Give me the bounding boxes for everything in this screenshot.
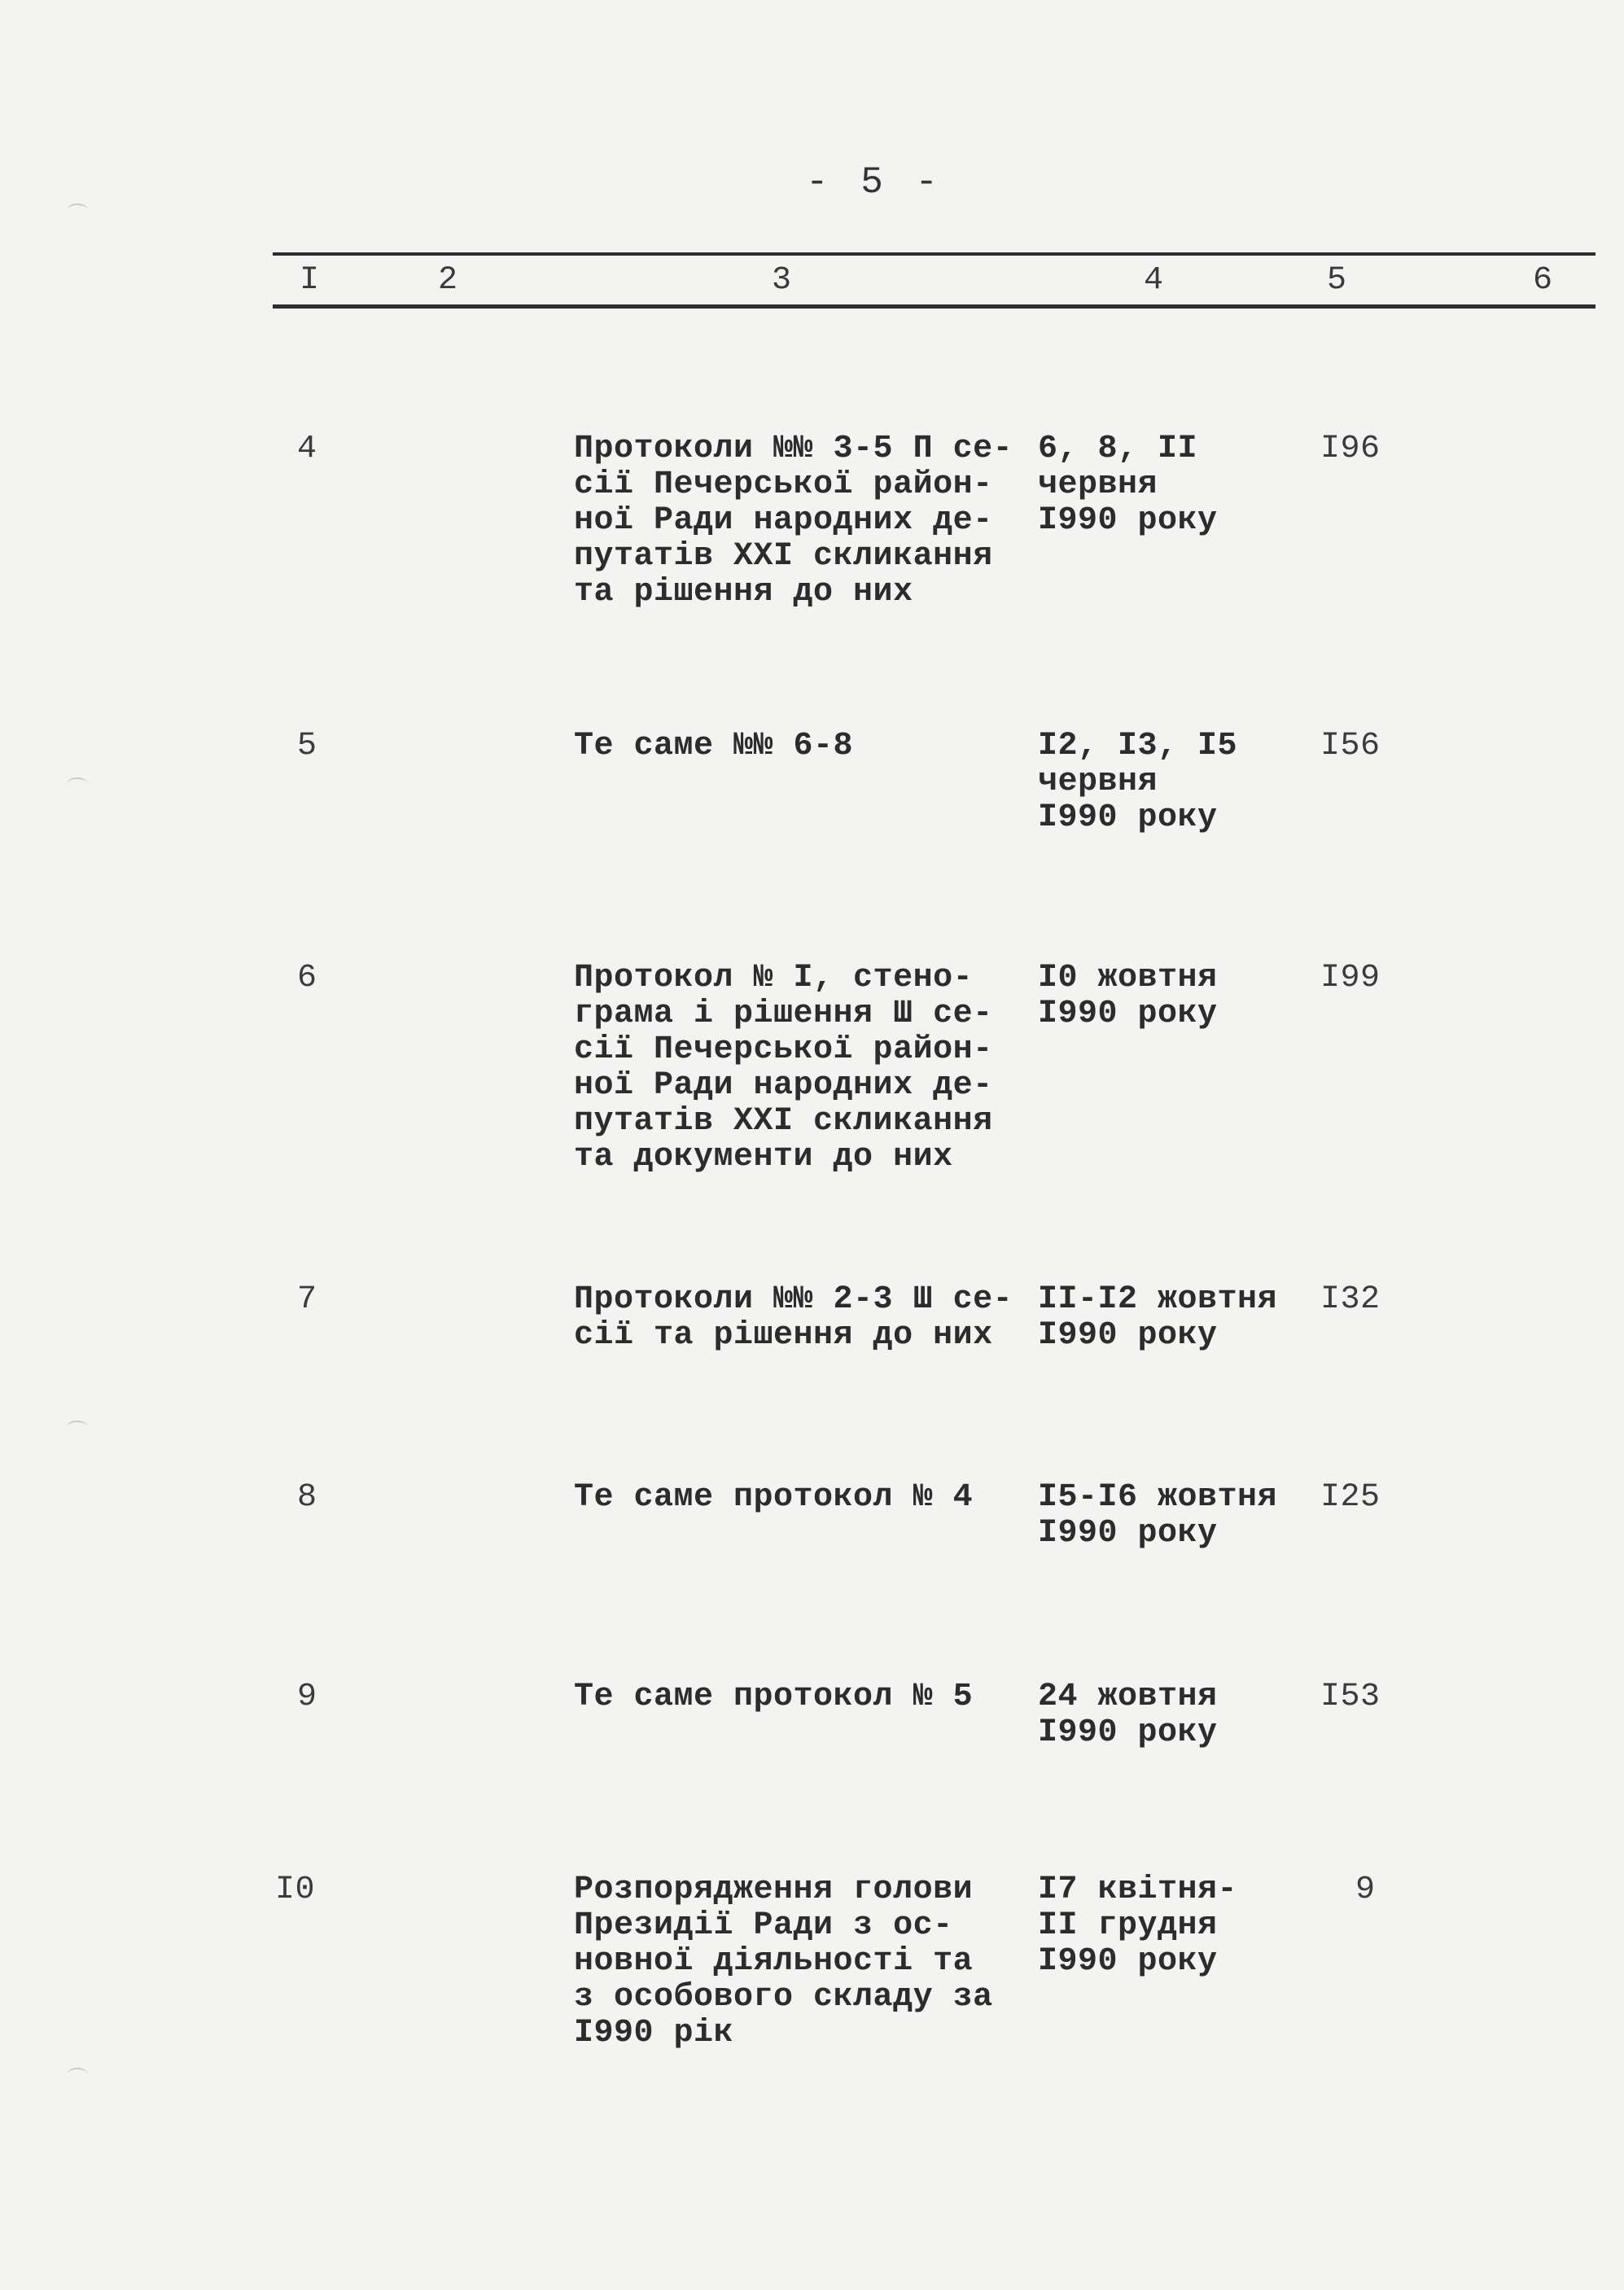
- column-header-1: I: [300, 262, 320, 299]
- punch-hole-mark: [67, 1421, 88, 1434]
- row-number: 7: [297, 1281, 317, 1318]
- page-number: - 5 -: [806, 161, 943, 204]
- punch-hole-mark: [67, 204, 88, 217]
- column-header-5: 5: [1327, 262, 1347, 299]
- row-number: I0: [275, 1872, 316, 1908]
- row-title: Те саме №№ 6-8: [574, 728, 854, 764]
- row-title: Те саме протокол № 5: [574, 1679, 974, 1715]
- row-sheets: I96: [1320, 431, 1381, 467]
- row-title: Протокол № I, стено- грама і рішення Ш се- сії Печерської район- ної Ради народних де- путатів XXI скликання та документи до них: [574, 960, 993, 1176]
- row-number: 4: [297, 431, 317, 467]
- column-header-2: 2: [438, 262, 458, 299]
- row-title: Розпорядження голови Президії Ради з ос- новної діяльності та з особового складу за I990 рік: [574, 1872, 993, 2051]
- row-sheets: I53: [1320, 1679, 1381, 1715]
- row-sheets: I56: [1320, 728, 1381, 764]
- row-date: 24 жовтня I990 року: [1038, 1679, 1218, 1751]
- column-header-4: 4: [1144, 262, 1164, 299]
- row-date: II-I2 жовтня I990 року: [1038, 1281, 1278, 1354]
- row-number: 9: [297, 1679, 317, 1715]
- row-sheets: I32: [1320, 1281, 1381, 1318]
- row-date: I2, I3, I5 червня I990 року: [1038, 728, 1238, 836]
- table-header-rule: [273, 304, 1596, 309]
- column-header-6: 6: [1533, 262, 1553, 299]
- row-number: 6: [297, 960, 317, 996]
- row-number: 5: [297, 728, 317, 764]
- punch-hole-mark: [67, 777, 88, 790]
- row-sheets: I25: [1320, 1479, 1381, 1516]
- row-date: I5-I6 жовтня I990 року: [1038, 1479, 1278, 1552]
- row-number: 8: [297, 1479, 317, 1516]
- table-top-rule: [273, 252, 1596, 256]
- row-title: Протоколи №№ 3-5 П се- сії Печерської район- ної Ради народних де- путатів XXI скликання та рішення до них: [574, 431, 1013, 611]
- row-sheets: I99: [1320, 960, 1381, 996]
- punch-hole-mark: [67, 2068, 88, 2081]
- row-sheets: 9: [1355, 1872, 1376, 1908]
- column-header-3: 3: [772, 262, 792, 299]
- row-title: Протоколи №№ 2-3 Ш се- сії та рішення до них: [574, 1281, 1013, 1354]
- row-date: I0 жовтня I990 року: [1038, 960, 1218, 1032]
- row-title: Те саме протокол № 4: [574, 1479, 974, 1516]
- row-date: 6, 8, II червня I990 року: [1038, 431, 1218, 539]
- row-date: I7 квітня- II грудня I990 року: [1038, 1872, 1238, 1980]
